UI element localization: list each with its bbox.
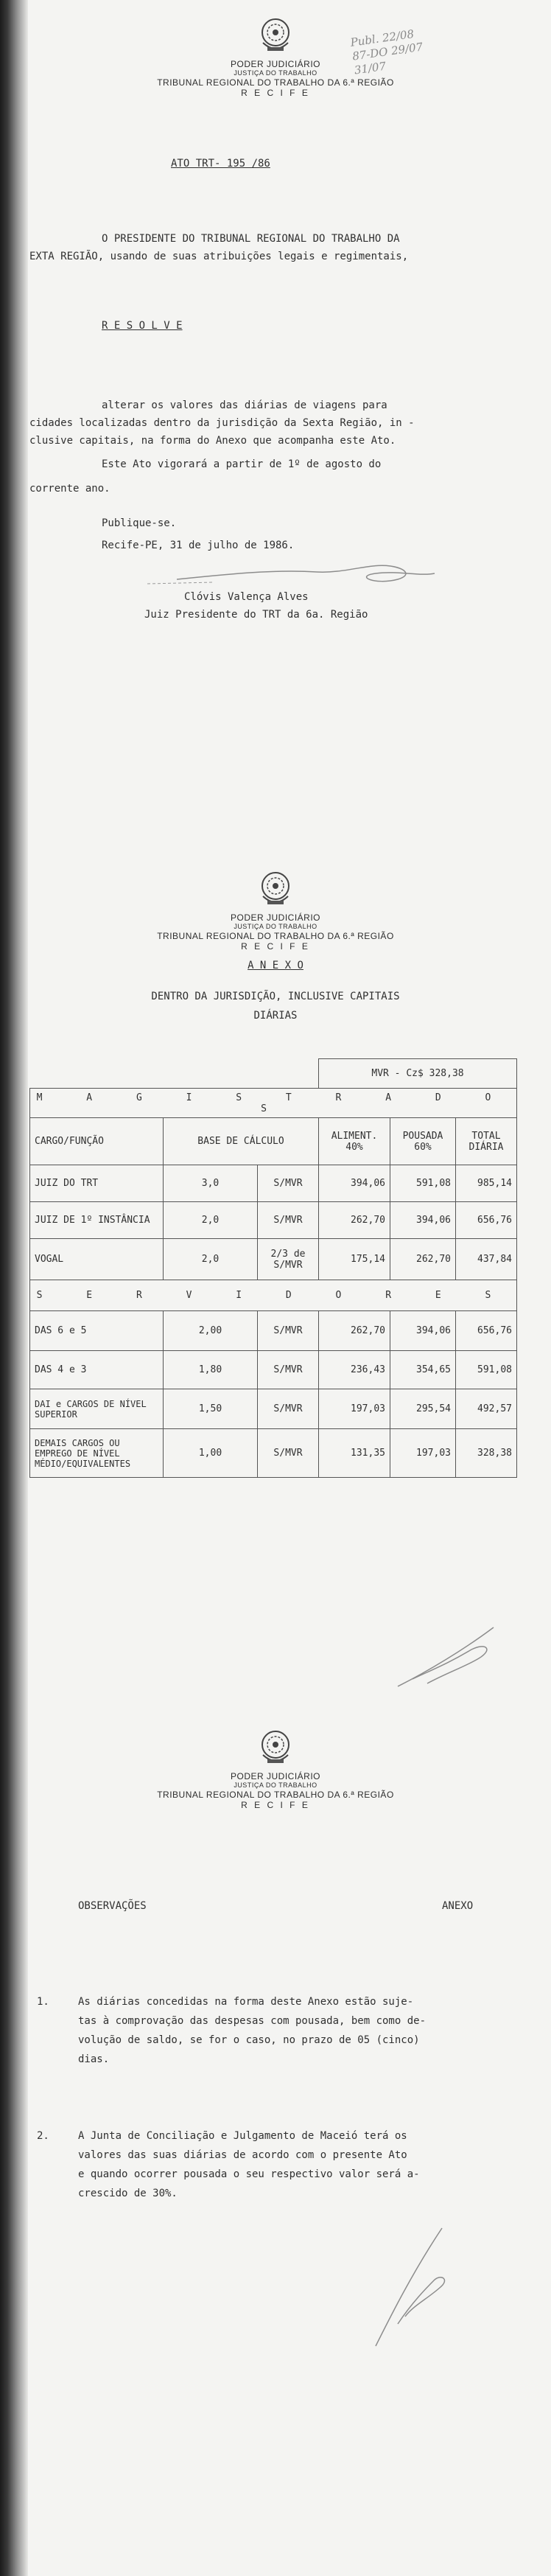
body-line-4: Este Ato vigorará a partir de 1º de agosto do [102, 458, 382, 470]
date-line: Recife-PE, 31 de julho de 1986. [102, 540, 295, 551]
cell-unit: S/MVR [258, 1311, 319, 1351]
item-1-line-4: dias. [78, 2053, 110, 2065]
cell-total: 985,14 [456, 1165, 517, 1202]
item-2-line-2: valores das suas diárias de acordo com o presente Ato [78, 2149, 407, 2161]
table-row [30, 1429, 517, 1478]
letterhead-line-4: R E C I F E [241, 88, 310, 98]
letterhead [0, 1728, 551, 1810]
cell-aliment: 262,70 [319, 1202, 390, 1239]
body-line-1: alterar os valores das diárias de viagens para [102, 399, 387, 411]
body-line-3: clusive capitais, na forma do Anexo que acompanha este Ato. [29, 435, 396, 447]
cell-cargo: DAI e CARGOS DE NÍVEL SUPERIOR [30, 1389, 164, 1429]
table-row [30, 1389, 517, 1429]
letterhead-line-3: TRIBUNAL REGIONAL DO TRABALHO DA 6.ª REGIÃO [157, 931, 394, 941]
anexo-subtitle: DENTRO DA JURISDIÇÃO, INCLUSIVE CAPITAIS [151, 991, 400, 1002]
table-row [30, 1165, 517, 1202]
cell-base: 2,0 [164, 1239, 258, 1280]
letterhead-line-4: R E C I F E [241, 941, 310, 952]
cell-cargo: JUIZ DE 1º INSTÂNCIA [30, 1202, 164, 1239]
col-header-pousada [390, 1118, 456, 1165]
cell-cargo: DAS 4 e 3 [30, 1351, 164, 1389]
cell-unit: 2/3 de S/MVR [258, 1239, 319, 1280]
col-header-diaria-label: DIÁRIA [468, 1141, 504, 1153]
item-number-2: 2. [37, 2130, 49, 2142]
col-header-pousada-label: POUSADA [402, 1130, 443, 1142]
cell-base: 2,00 [164, 1311, 258, 1351]
cell-total: 492,57 [456, 1389, 517, 1429]
anexo-subtitle-2: DIÁRIAS [253, 1010, 298, 1022]
cell-pousada: 354,65 [390, 1351, 456, 1389]
coat-of-arms-seal [257, 16, 294, 56]
cell-pousada: 262,70 [390, 1239, 456, 1280]
col-header-aliment-pct: 40% [345, 1141, 363, 1153]
cell-total: 328,38 [456, 1429, 517, 1478]
table-row [30, 1239, 517, 1280]
item-2-line-4: crescido de 30%. [78, 2188, 178, 2199]
cell-aliment: 394,06 [319, 1165, 390, 1202]
table-row [30, 1311, 517, 1351]
letterhead-line-3: TRIBUNAL REGIONAL DO TRABALHO DA 6.ª REGIÃO [157, 1790, 394, 1800]
col-header-aliment-label: ALIMENT. [331, 1130, 378, 1142]
cell-aliment: 175,14 [319, 1239, 390, 1280]
cell-pousada: 394,06 [390, 1311, 456, 1351]
letterhead-line-2: JUSTIÇA DO TRABALHO [234, 69, 317, 77]
resolve-heading: R E S O L V E [102, 320, 183, 332]
cell-pousada: 394,06 [390, 1202, 456, 1239]
col-header-total-label: TOTAL [471, 1130, 501, 1142]
table-row [30, 1351, 517, 1389]
cell-total: 591,08 [456, 1351, 517, 1389]
intro-line-2: EXTA REGIÃO, usando de suas atribuições legais e regimentais, [29, 251, 409, 262]
cell-base: 3,0 [164, 1165, 258, 1202]
item-2-line-1: A Junta de Conciliação e Julgamento de Maceió terá os [78, 2130, 407, 2142]
cell-total: 656,76 [456, 1202, 517, 1239]
body-line-2: cidades localizadas dentro da jurisdição da Sexta Região, in - [29, 417, 415, 429]
initials-scribble [383, 1620, 516, 1701]
letterhead [0, 16, 551, 98]
cell-base: 1,80 [164, 1351, 258, 1389]
cell-pousada: 295,54 [390, 1389, 456, 1429]
cell-unit: S/MVR [258, 1389, 319, 1429]
magistrados-heading: M A G I S T R A D O S [30, 1089, 517, 1118]
item-1-line-3: volução de saldo, se for o caso, no prazo de 05 (cinco) [78, 2034, 420, 2046]
col-header-total [456, 1118, 517, 1165]
cell-unit: S/MVR [258, 1165, 319, 1202]
act-title: ATO TRT- 195 /86 [171, 158, 270, 170]
letterhead-line-1: PODER JUDICIÁRIO [230, 59, 320, 69]
letterhead-line-4: R E C I F E [241, 1800, 310, 1810]
cell-aliment: 236,43 [319, 1351, 390, 1389]
coat-of-arms-seal [257, 1728, 294, 1768]
handwritten-margin-note: Publ. 22/08 87-DO 29/07 31/07 [349, 27, 424, 77]
cell-base: 2,0 [164, 1202, 258, 1239]
cell-base: 1,00 [164, 1429, 258, 1478]
page-3 [0, 1712, 551, 2576]
letterhead-line-1: PODER JUDICIÁRIO [230, 912, 320, 923]
cell-base: 1,50 [164, 1389, 258, 1429]
letterhead-line-1: PODER JUDICIÁRIO [230, 1771, 320, 1781]
letterhead-line-2: JUSTIÇA DO TRABALHO [234, 923, 317, 930]
intro-line-1: O PRESIDENTE DO TRIBUNAL REGIONAL DO TRABALHO DA [102, 233, 400, 245]
item-1-line-1: As diárias concedidas na forma deste Anexo estão suje- [78, 1996, 414, 2008]
cell-aliment: 131,35 [319, 1429, 390, 1478]
cell-total: 437,84 [456, 1239, 517, 1280]
page-2 [0, 854, 551, 1712]
letterhead-line-3: TRIBUNAL REGIONAL DO TRABALHO DA 6.ª REGIÃO [157, 77, 394, 88]
cell-unit: S/MVR [258, 1429, 319, 1478]
mvr-cell: MVR - Cz$ 328,38 [319, 1059, 517, 1089]
anexo-title: A N E X O [248, 960, 303, 971]
letterhead [0, 870, 551, 952]
page-1 [0, 0, 551, 854]
cell-pousada: 197,03 [390, 1429, 456, 1478]
item-2-line-3: e quando ocorrer pousada o seu respectivo valor será a- [78, 2168, 420, 2180]
col-header-base: BASE DE CÁLCULO [164, 1118, 319, 1165]
letterhead-line-2: JUSTIÇA DO TRABALHO [234, 1781, 317, 1789]
cell-unit: S/MVR [258, 1202, 319, 1239]
publish-line: Publique-se. [102, 517, 177, 529]
body-line-5: corrente ano. [29, 483, 110, 495]
col-header-cargo: CARGO/FUNÇÃO [30, 1118, 164, 1165]
cell-cargo: JUIZ DO TRT [30, 1165, 164, 1202]
anexo-label: ANEXO [442, 1900, 474, 1912]
cell-cargo: DEMAIS CARGOS OU EMPREGO DE NÍVEL MÉDIO/EQUIVALENTES [30, 1429, 164, 1478]
cell-aliment: 197,03 [319, 1389, 390, 1429]
cell-cargo: DAS 6 e 5 [30, 1311, 164, 1351]
servidores-heading: S E R V I D O R E S [30, 1280, 517, 1311]
cell-pousada: 591,08 [390, 1165, 456, 1202]
cell-aliment: 262,70 [319, 1311, 390, 1351]
col-header-pousada-pct: 60% [414, 1141, 432, 1153]
col-header-aliment [319, 1118, 390, 1165]
item-1-line-2: tas à comprovação das despesas com pousada, bem como de- [78, 2015, 427, 2027]
observacoes-heading: OBSERVAÇÕES [78, 1900, 147, 1912]
cell-cargo: VOGAL [30, 1239, 164, 1280]
signer-name: Clóvis Valença Alves [184, 591, 309, 603]
cell-unit: S/MVR [258, 1351, 319, 1389]
table-row [30, 1202, 517, 1239]
signer-title: Juiz Presidente do TRT da 6a. Região [144, 609, 368, 621]
cell-total: 656,76 [456, 1311, 517, 1351]
initials-scribble [354, 2213, 471, 2353]
diarias-table [29, 1058, 517, 1478]
item-number-1: 1. [37, 1996, 49, 2008]
coat-of-arms-seal [257, 870, 294, 910]
